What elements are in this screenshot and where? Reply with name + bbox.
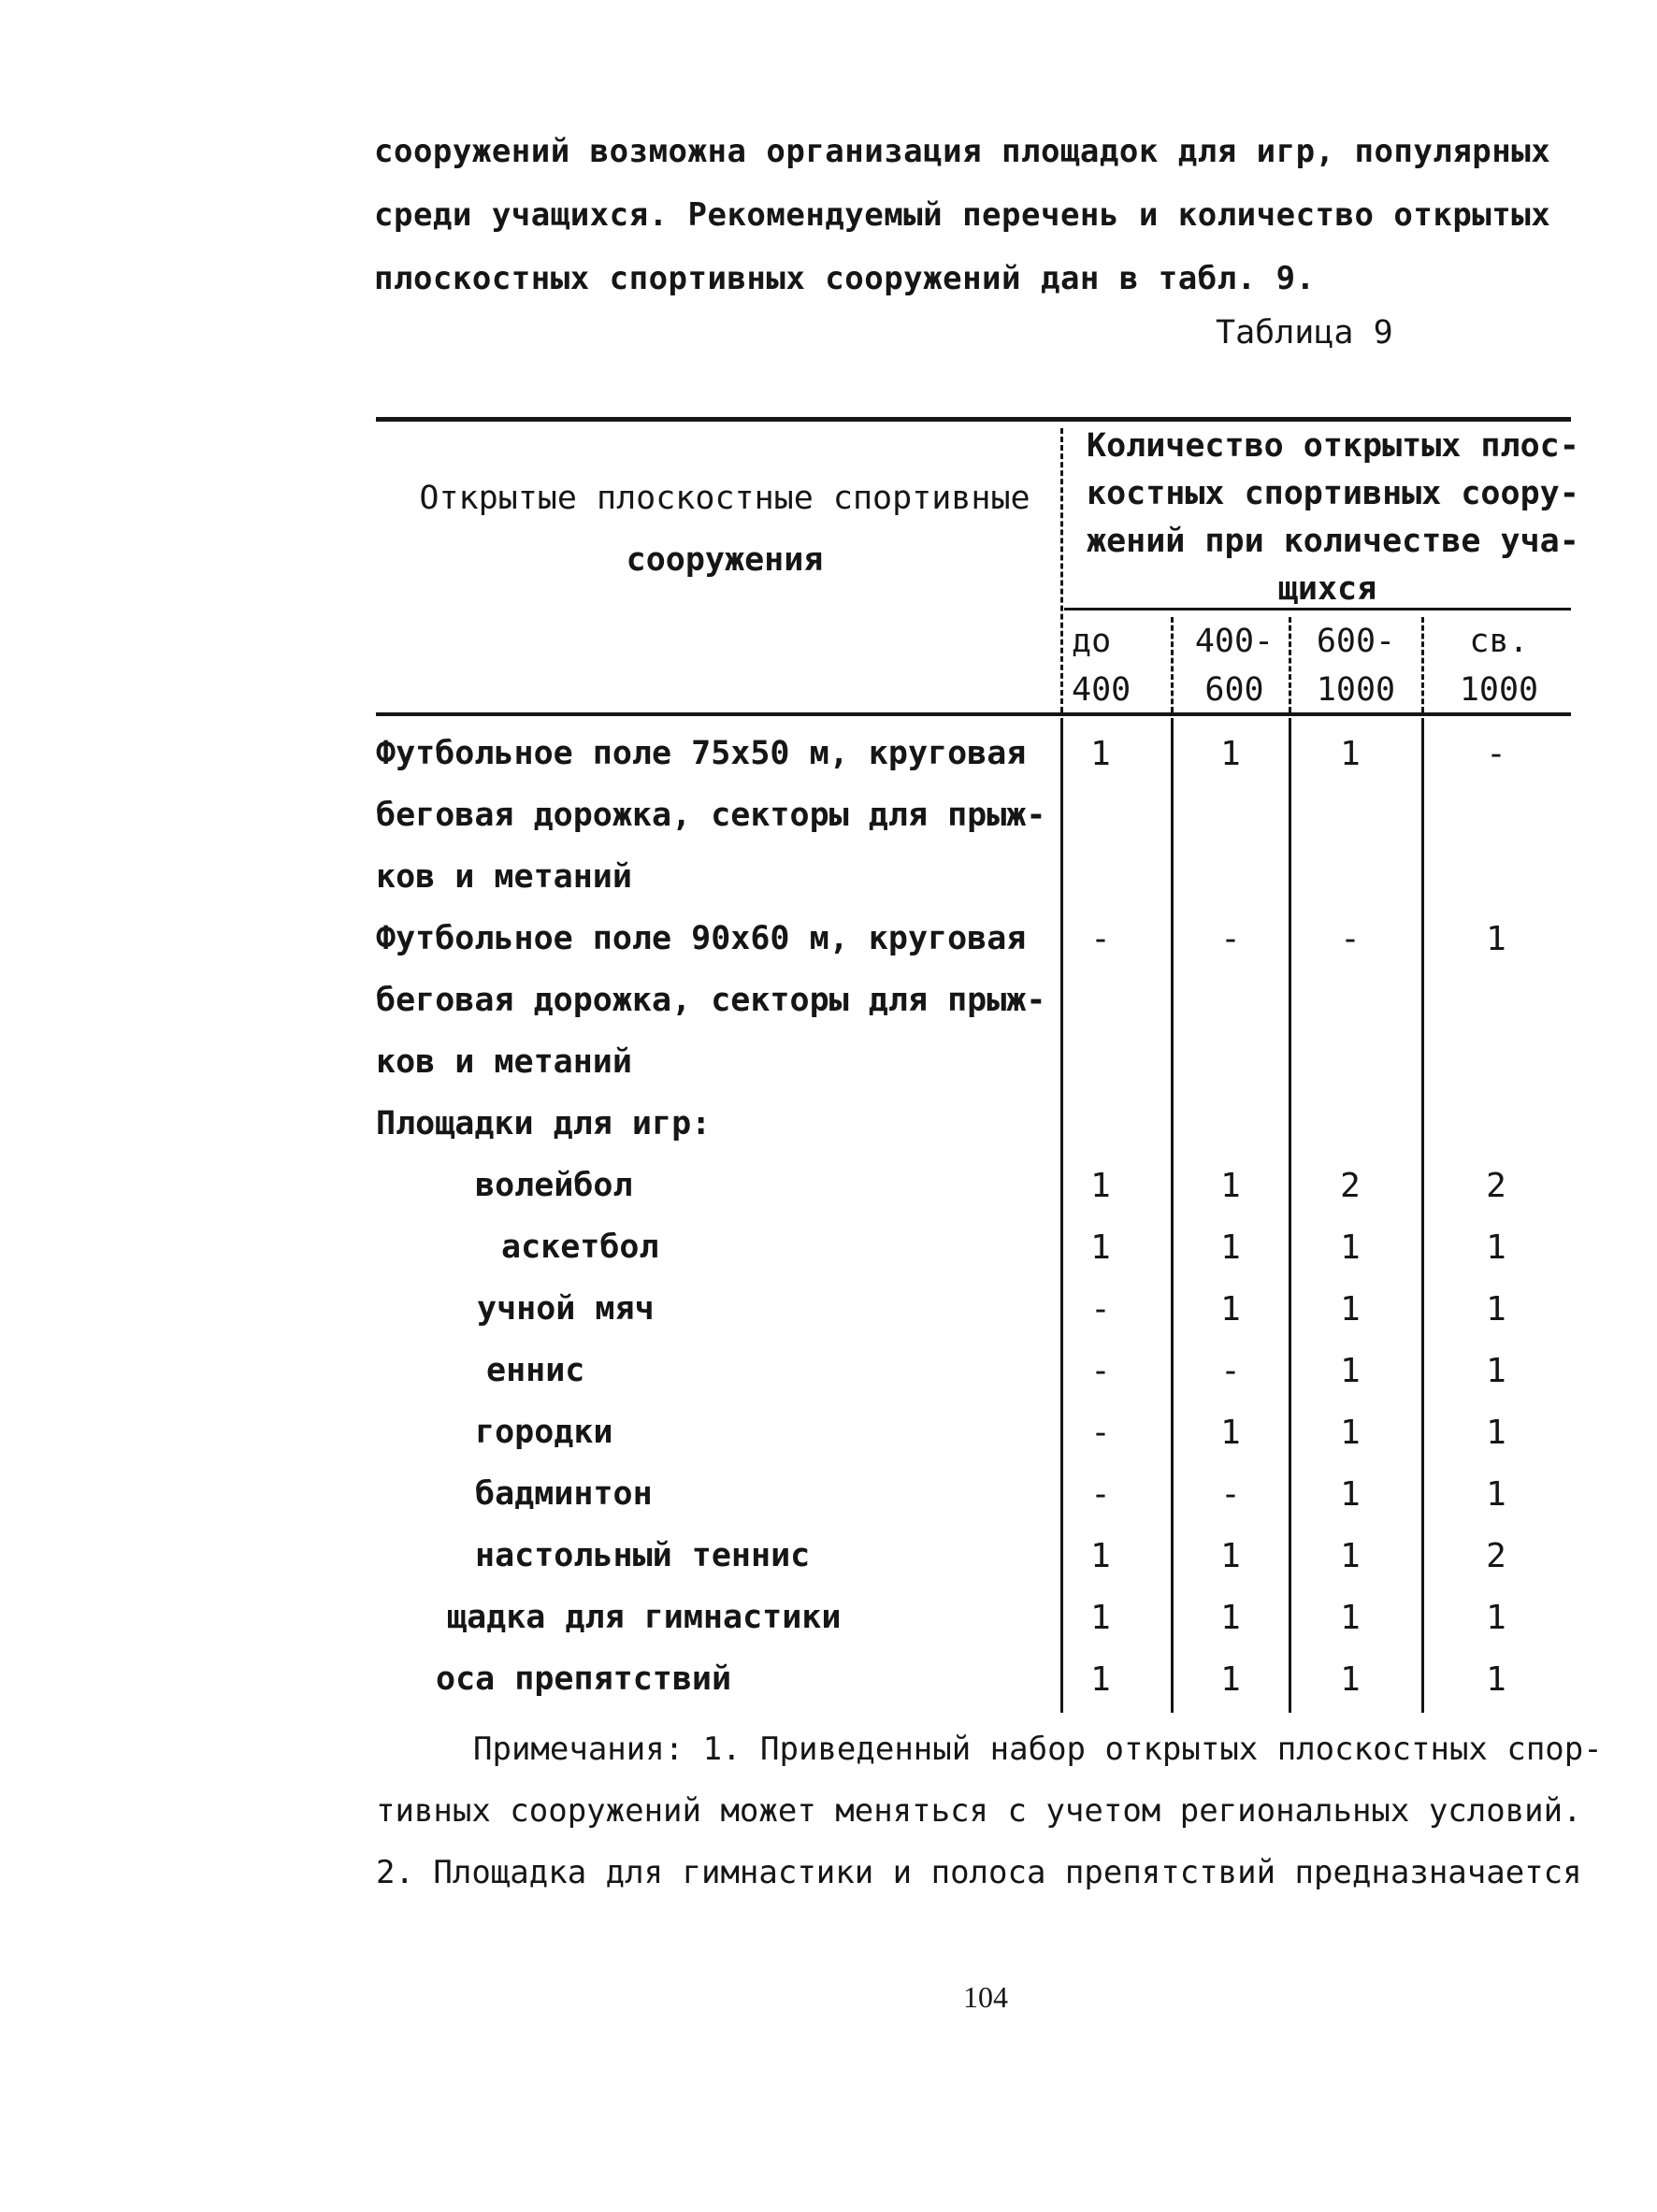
table-cell: 1 [1486,1352,1506,1390]
table-cell: 1 [1486,1475,1506,1514]
notes-line: тивных сооружений может меняться с учетом региональных условий. [376,1792,1582,1830]
table-cell: 1 [1486,1228,1506,1267]
subheader-divider [1421,617,1424,712]
table-cell: 1 [1486,1599,1506,1637]
table-cell: 1 [1340,735,1361,773]
notes-line: Примечания: 1. Приведенный набор открытых плоскостных спор- [473,1731,1603,1768]
subheader-line: до [1072,623,1112,660]
table-cell: 1 [1220,1167,1241,1205]
table-cell: 1 [1220,1599,1241,1637]
row-label: Футбольное поле 90х60 м, круговая [376,920,1027,957]
table-cell: 1 [1090,1228,1111,1267]
subheader-600-1000 [1294,617,1418,714]
subheader-up-to-400 [1072,617,1165,714]
header-group-line: жений при количестве уча- [1087,523,1579,560]
table-cell: 1 [1340,1537,1361,1575]
table-cell: 1 [1486,1660,1506,1699]
header-group-line: костных спортивных соору- [1087,475,1579,512]
row-label: беговая дорожка, секторы для прыж- [376,797,1046,834]
row-label: еннис [486,1352,585,1389]
table-cell: 1 [1090,735,1111,773]
row-label: настольный теннис [475,1537,811,1574]
row-label: щадка для гимнастики [447,1599,842,1636]
table-cell: 1 [1220,735,1241,773]
table-cell: 1 [1340,1475,1361,1514]
intro-line: среди учащихся. Рекомендуемый перечень и количество открытых [374,196,1551,234]
table-cell: 2 [1340,1167,1361,1205]
header-facilities-line: Открытые плоскостные спортивные [419,480,1030,517]
subheader-line: 1000 [1316,671,1396,709]
subheader-400-600 [1180,617,1289,714]
subheader-line: 400- [1194,623,1275,660]
table-cell: 1 [1486,920,1506,958]
table-cell: - [1220,1352,1241,1390]
table-cell: 1 [1220,1537,1241,1575]
subheader-line: св. [1469,623,1529,660]
table-cell: - [1340,920,1361,958]
table-cell: 1 [1220,1228,1241,1267]
row-label: ков и метаний [376,858,632,896]
table-cell: 1 [1340,1599,1361,1637]
row-label: Площадки для игр: [376,1105,712,1142]
table-cell: 1 [1090,1599,1111,1637]
row-label: беговая дорожка, секторы для прыж- [376,982,1046,1019]
intro-line: сооружений возможна организация площадок для игр, популярных [374,133,1551,170]
table-top-rule [376,417,1571,422]
notes-line: 2. Площадка для гимнастики и полоса препятствий предназначается [376,1854,1582,1891]
table-cell: 1 [1486,1414,1506,1452]
table-cell: 1 [1220,1660,1241,1699]
table-cell: - [1090,1475,1111,1514]
header-divider [1060,428,1063,712]
table-caption: Таблица 9 [1216,314,1393,352]
row-label: оса препятствий [436,1660,732,1698]
table-cell: 1 [1340,1660,1361,1699]
row-label: волейбол [475,1167,633,1204]
column-line [1289,718,1291,1713]
subheader-divider [1171,617,1174,712]
row-label: Футбольное поле 75х50 м, круговая [376,735,1027,772]
column-line [1171,718,1174,1713]
table-cell: 2 [1486,1537,1506,1575]
table-cell: 1 [1340,1352,1361,1390]
table-cell: 1 [1340,1290,1361,1329]
subheader-divider [1289,617,1291,712]
column-line [1421,718,1424,1713]
table-cell: 1 [1220,1290,1241,1329]
subheader-line: 600- [1316,623,1396,660]
table-cell: - [1220,920,1241,958]
table-cell: - [1220,1475,1241,1514]
table-cell: 1 [1486,1290,1506,1329]
table-cell: - [1090,1290,1111,1329]
subheader-line: 1000 [1459,671,1539,709]
table-cell: - [1090,920,1111,958]
row-label: городки [475,1414,613,1451]
table-cell: 1 [1090,1660,1111,1699]
intro-paragraph [374,120,1590,310]
subheader-line: 400 [1072,671,1131,709]
row-label: аскетбол [501,1228,659,1266]
table-cell: 1 [1220,1414,1241,1452]
row-label: ков и метаний [376,1043,632,1081]
table-cell: 1 [1340,1414,1361,1452]
subheader-over-1000 [1431,617,1567,714]
row-label: бадминтон [475,1475,653,1513]
table-cell: 2 [1486,1167,1506,1205]
header-facilities [402,467,1047,591]
table-cell: - [1486,735,1506,773]
subheader-line: 600 [1204,671,1264,709]
table-cell: 1 [1340,1228,1361,1267]
page-number: 104 [963,1980,1008,2014]
intro-line: плоскостных спортивных сооружений дан в табл. 9. [374,260,1316,297]
header-group-line: щихся [1277,570,1377,608]
table-cell: 1 [1090,1167,1111,1205]
header-quantity-group [1087,423,1579,613]
table-cell: - [1090,1414,1111,1452]
header-group-line: Количество открытых плос- [1087,427,1579,465]
table-cell: 1 [1090,1537,1111,1575]
row-label: учной мяч [477,1290,655,1328]
table-cell: - [1090,1352,1111,1390]
table-notes [376,1718,1610,1903]
header-facilities-line: сооружения [626,541,824,579]
